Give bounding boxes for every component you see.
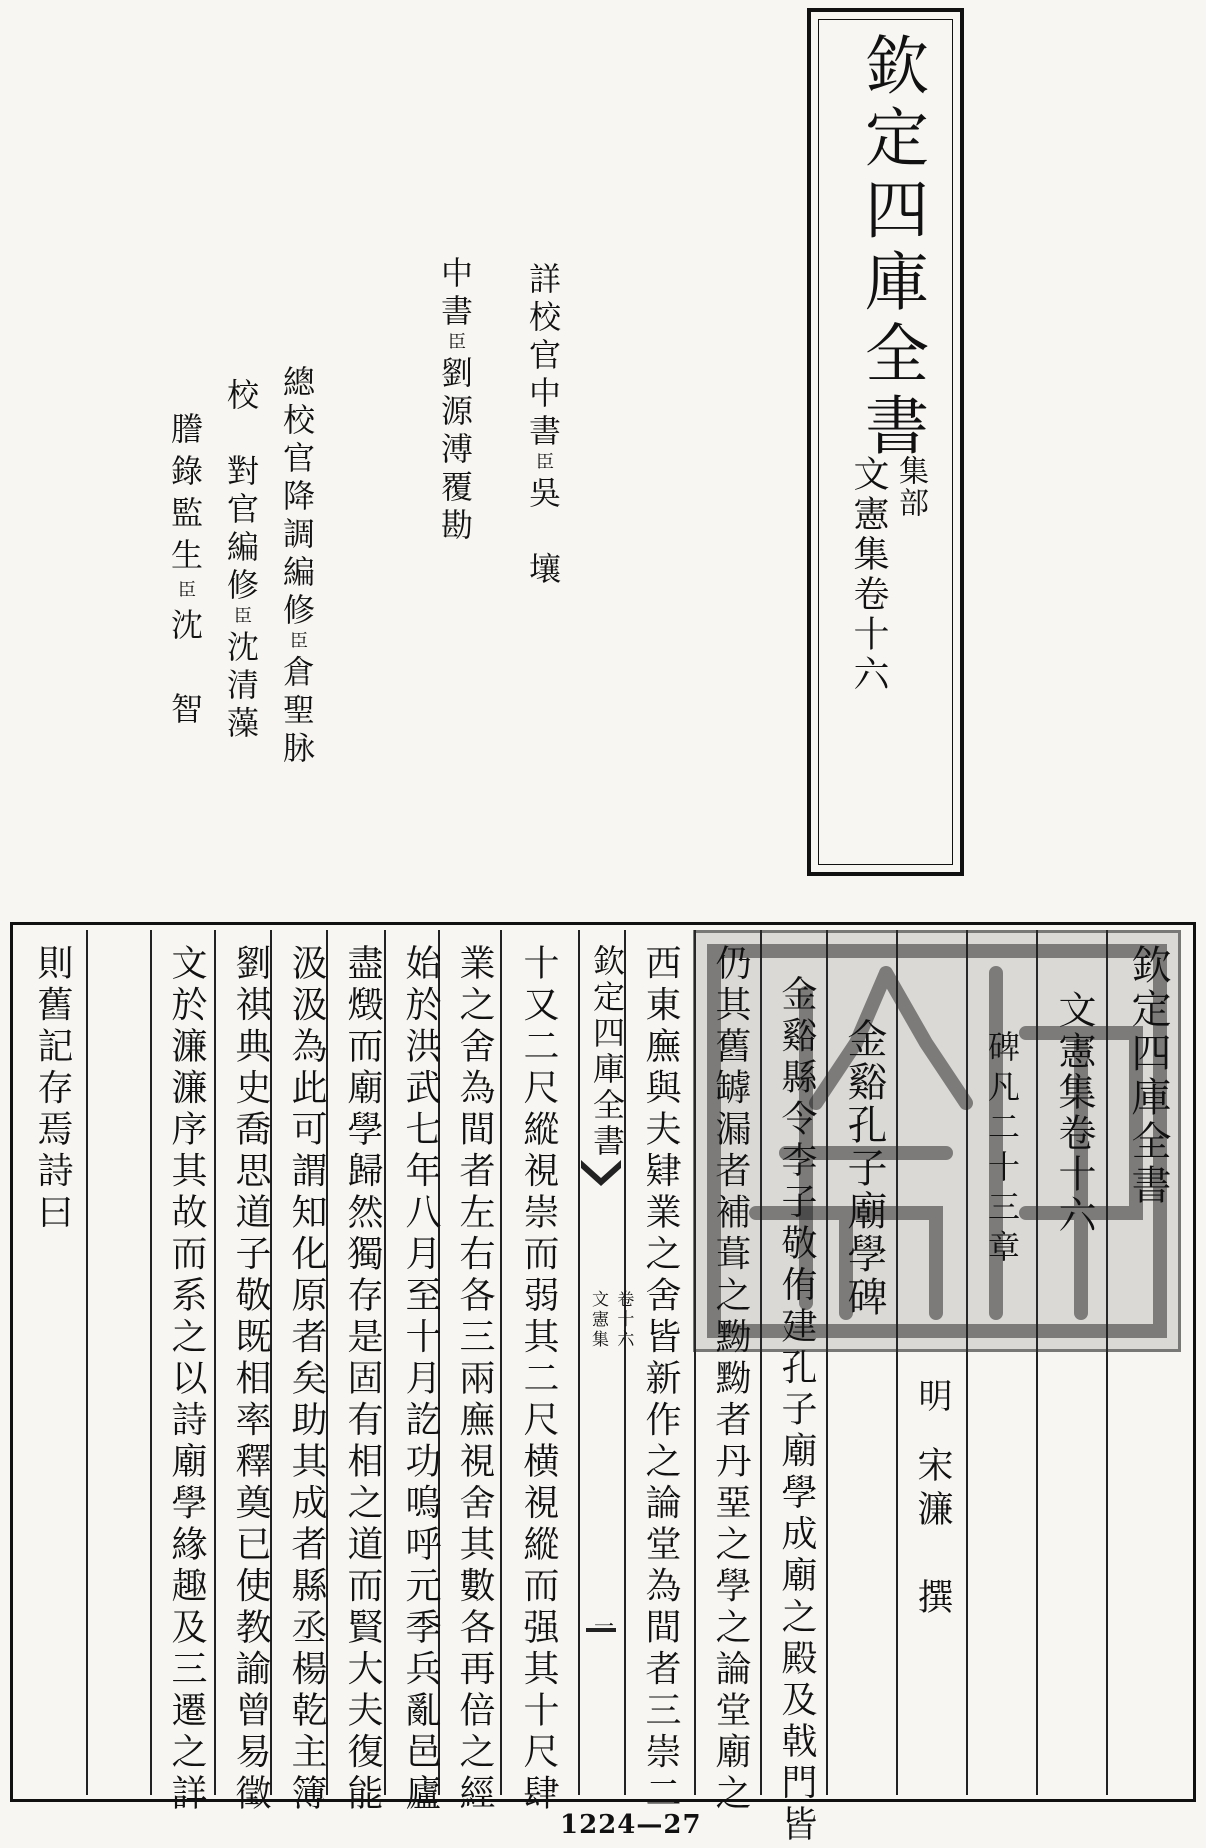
staff-jiaodui [218,378,264,744]
article-title: 金谿孔子廟學碑 [841,1018,887,1319]
collector-seal [693,930,1181,1352]
staff-fukan [432,256,478,546]
column-rule [150,930,152,1795]
column-rule [86,930,88,1795]
center-label-book: 文憲集 [588,1290,608,1350]
center-strip-label [588,1290,633,1355]
author-dynasty: 明 [912,1378,952,1418]
body-column: 十又二尺縱視崇而弱其二尺横視縱而强其十尺肆 [518,944,559,1816]
staff-title: 總校官降調編修 [278,365,316,631]
body-column: 文於濂濂序其故而系之以詩廟學緣趣及三遷之詳 [166,944,207,1816]
staff-name: 沈 智 [166,608,204,734]
page-number: 1224—27 [560,1810,702,1840]
book-title: 欽定四庫全書 [854,32,928,464]
body-column: 則舊記存焉詩曰 [32,944,73,1235]
body-column: 汲汲為此可謂知化原者矣助其成者縣丞楊乾主簿 [286,944,327,1816]
body-column: 盡燬而廟學歸然獨存是固有相之道而賢大夫復能 [342,944,383,1816]
staff-name: 吳 壤 [524,476,562,590]
staff-title: 中 [436,256,474,294]
staff-title: 校 對官編修 [222,378,260,606]
center-label-volume: 卷十六 [613,1290,634,1350]
fish-tail-icon [581,1160,621,1186]
body-column: 劉祺典史喬思道子敬既相率釋奠已使教諭曾易徵 [230,944,271,1816]
volume-label: 文憲集卷十六 [848,455,889,695]
section-title: 碑凡二十三章 [983,1030,1021,1270]
column-rule [214,930,216,1795]
body-column: 始於洪武七年八月至十月訖功嗚呼元季兵亂邑廬 [400,944,441,1816]
staff-title: 詳校官中書 [524,262,562,452]
staff-rank: 臣 [287,631,308,655]
staff-xiangjiao [520,262,566,590]
seal-icon [696,933,1178,1349]
body-column: 西東廡與夫肄業之舍皆新作之論堂為間者三崇二 [640,944,681,1816]
staff-zongjiao [274,365,320,769]
staff-rank: 臣 [533,452,554,476]
author-name: 宋濂 撰 [912,1446,953,1622]
staff-rank: 臣 [175,580,196,608]
body-column: 業之舍為間者左右各三兩廡視舍其數各再倍之經 [454,944,495,1816]
staff-name: 倉聖脉 [278,655,316,769]
title-frame [807,8,964,876]
staff-rank: 臣 [231,606,252,630]
staff-tenglu [162,412,208,734]
center-page-number: 一 [594,1614,614,1638]
staff-name: 沈清藻 [222,630,260,744]
page-volume-title: 文憲集卷十六 [1052,990,1096,1236]
page-header-title: 欽定四庫全書 [1125,944,1171,1208]
center-strip-title: 欽定四庫全書 [588,944,626,1160]
staff-title-2: 書 [436,294,474,332]
staff-rank: 臣 [445,332,466,356]
body-column: 金谿縣令李子敬侑建孔子廟學成廟之殿及戟門皆 [776,975,817,1847]
column-rule [500,930,502,1795]
collection-label: 集部 [893,455,928,519]
staff-name: 劉源溥覆勘 [436,356,474,546]
staff-title: 謄錄監生 [166,412,204,580]
body-column: 仍其舊罅漏者補葺之黝黝者丹堊之學之論堂廟之 [710,944,751,1816]
